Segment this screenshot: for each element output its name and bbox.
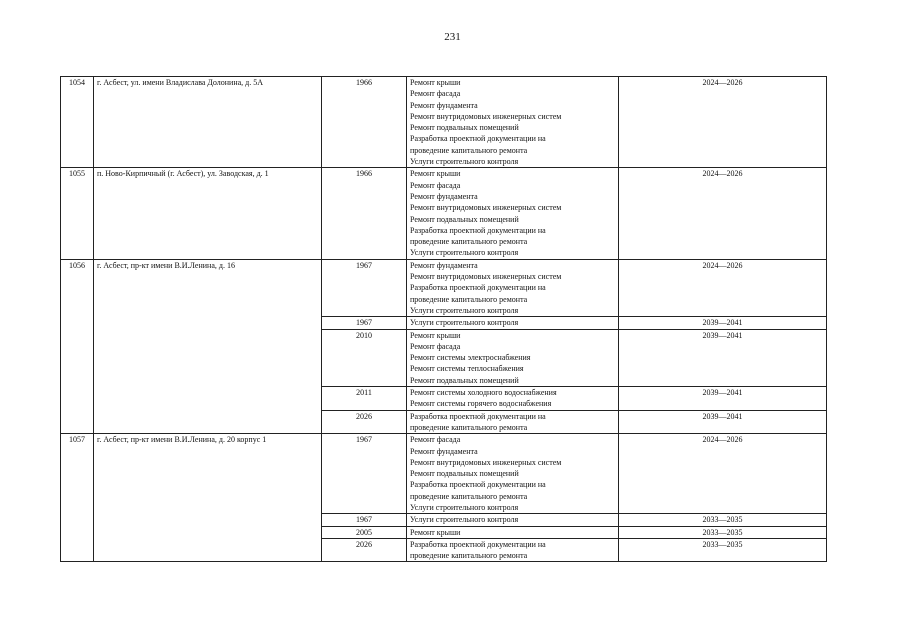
work-item: Разработка проектной документации на: [410, 539, 546, 549]
work-item: Ремонт фундамента: [410, 260, 478, 270]
work-item: Ремонт крыши: [410, 78, 461, 87]
works-cell: [407, 538, 619, 562]
work-item: Ремонт фасада: [410, 341, 461, 351]
work-item: Ремонт подвальных помещений: [410, 123, 519, 133]
work-item: Ремонт фасада: [410, 180, 461, 190]
year-cell: 1967: [322, 434, 407, 514]
address-cell: г. Асбест, пр-кт имени В.И.Ленина, д. 16: [94, 259, 322, 433]
work-item: проведение капитального ремонта: [410, 294, 528, 304]
period-cell: 2039—2041: [619, 410, 827, 434]
period-cell: 2039—2041: [619, 317, 827, 329]
work-item: Ремонт фундамента: [410, 191, 478, 201]
work-item: Разработка проектной документации на: [410, 225, 546, 235]
year-cell: 2010: [322, 329, 407, 386]
period-cell: 2039—2041: [619, 329, 827, 386]
works-cell: [407, 387, 619, 411]
year-cell: 1967: [322, 317, 407, 329]
work-item: Ремонт подвальных помещений: [410, 375, 519, 385]
work-item: Разработка проектной документации на: [410, 480, 546, 490]
year-cell: 2026: [322, 538, 407, 562]
year-cell: 2005: [322, 526, 407, 538]
work-item: Услуги строительного контроля: [410, 157, 519, 167]
work-item: проведение капитального ремонта: [410, 491, 528, 501]
row-number: 1055: [61, 168, 94, 259]
work-item: Разработка проектной документации на: [410, 411, 546, 421]
table-row: [61, 168, 827, 259]
work-item: Ремонт крыши: [410, 169, 461, 179]
period-cell: 2024—2026: [619, 434, 827, 514]
work-item: Разработка проектной документации на: [410, 134, 546, 144]
work-item: Услуги строительного контроля: [410, 502, 519, 512]
work-item: Ремонт внутридомовых инженерных систем: [410, 203, 562, 213]
row-number: 1054: [61, 77, 94, 168]
address-cell: г. Асбест, пр-кт имени В.И.Ленина, д. 20 корпус 1: [94, 434, 322, 562]
works-cell: [407, 410, 619, 434]
work-item: Ремонт крыши: [410, 527, 461, 537]
work-item: проведение капитального ремонта: [410, 145, 528, 155]
address-cell: г. Асбест, ул. имени Владислава Долонина, д. 5А: [94, 77, 322, 168]
work-item: Ремонт фундамента: [410, 100, 478, 110]
work-item: Услуги строительного контроля: [410, 248, 519, 258]
works-cell: [407, 168, 619, 259]
work-item: Ремонт внутридомовых инженерных систем: [410, 272, 562, 282]
work-item: Ремонт системы холодного водоснабжения: [410, 388, 557, 398]
period-cell: 2024—2026: [619, 259, 827, 316]
year-cell: 1967: [322, 514, 407, 526]
address-cell: п. Ново-Кирпичный (г. Асбест), ул. Заводская, д. 1: [94, 168, 322, 259]
repair-schedule-table: [60, 76, 827, 562]
work-item: Ремонт системы теплоснабжения: [410, 364, 524, 374]
table-row: [61, 434, 827, 514]
work-item: Ремонт фасада: [410, 89, 461, 99]
table-row: [61, 259, 827, 316]
works-cell: [407, 317, 619, 329]
period-cell: 2033—2035: [619, 538, 827, 562]
period-cell: 2024—2026: [619, 168, 827, 259]
period-cell: 2024—2026: [619, 77, 827, 168]
work-item: Ремонт системы электроснабжения: [410, 353, 531, 363]
work-item: Ремонт внутридомовых инженерных систем: [410, 111, 562, 121]
table-row: [61, 77, 827, 168]
work-item: проведение капитального ремонта: [410, 237, 528, 247]
work-item: Ремонт крыши: [410, 330, 461, 340]
work-item: Разработка проектной документации на: [410, 283, 546, 293]
work-item: Ремонт подвальных помещений: [410, 214, 519, 224]
work-item: проведение капитального ремонта: [410, 422, 528, 432]
work-item: Ремонт фундамента: [410, 446, 478, 456]
works-cell: [407, 259, 619, 316]
work-item: Ремонт подвальных помещений: [410, 469, 519, 479]
row-number: 1057: [61, 434, 94, 562]
works-cell: [407, 434, 619, 514]
page-number: 231: [444, 31, 461, 43]
work-item: Ремонт внутридомовых инженерных систем: [410, 457, 562, 467]
period-cell: 2039—2041: [619, 387, 827, 411]
year-cell: 1967: [322, 259, 407, 316]
work-item: Ремонт системы горячего водоснабжения: [410, 399, 552, 409]
work-item: Услуги строительного контроля: [410, 318, 519, 328]
year-cell: 1966: [322, 77, 407, 168]
work-item: Услуги строительного контроля: [410, 305, 519, 315]
period-cell: 2033—2035: [619, 514, 827, 526]
year-cell: 2011: [322, 387, 407, 411]
year-cell: 2026: [322, 410, 407, 434]
work-item: Услуги строительного контроля: [410, 515, 519, 525]
period-cell: 2033—2035: [619, 526, 827, 538]
works-cell: [407, 77, 619, 168]
works-cell: [407, 329, 619, 386]
work-item: проведение капитального ремонта: [410, 551, 528, 561]
works-cell: [407, 514, 619, 526]
year-cell: 1966: [322, 168, 407, 259]
work-item: Ремонт фасада: [410, 435, 461, 445]
row-number: 1056: [61, 259, 94, 433]
works-cell: [407, 526, 619, 538]
